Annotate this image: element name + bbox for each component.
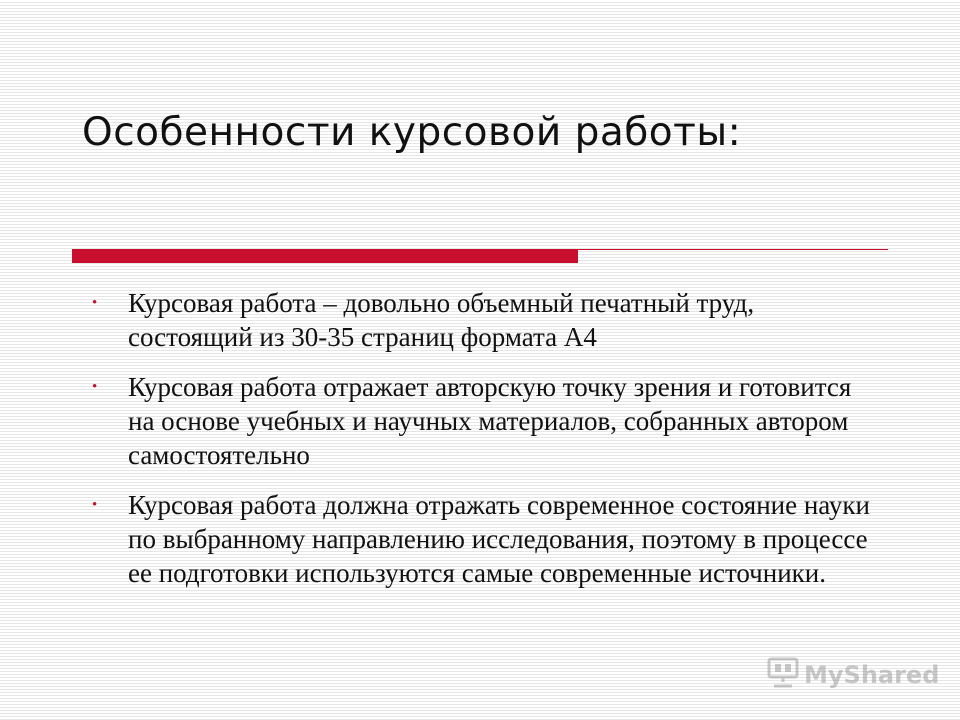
bullet-text: Курсовая работа отражает авторскую точку зрения и готовится на основе учебных и научных материалов, собранных автором самостоятельно (128, 372, 852, 470)
title-divider-thick (72, 250, 578, 263)
watermark-text: MyShared (804, 660, 940, 689)
bullet-list (90, 286, 870, 606)
bullet-item (90, 286, 870, 354)
bullet-text: Курсовая работа – довольно объемный печатный труд, состоящий из 30-35 страниц формата А4 (128, 288, 755, 352)
presentation-board-icon (766, 656, 800, 693)
bullet-dot-icon: • (92, 497, 98, 513)
slide-title: Особенности курсовой работы: (82, 110, 742, 155)
bullet-item (90, 370, 870, 472)
bullet-dot-icon: • (92, 295, 98, 311)
bullet-dot-icon: • (92, 379, 98, 395)
bullet-item (90, 488, 870, 590)
watermark-logo (766, 656, 939, 693)
bullet-text: Курсовая работа должна отражать современное состояние науки по выбранному направлению исследования, поэтому в процессе ее подготовки используются самые современные источники. (128, 490, 870, 588)
